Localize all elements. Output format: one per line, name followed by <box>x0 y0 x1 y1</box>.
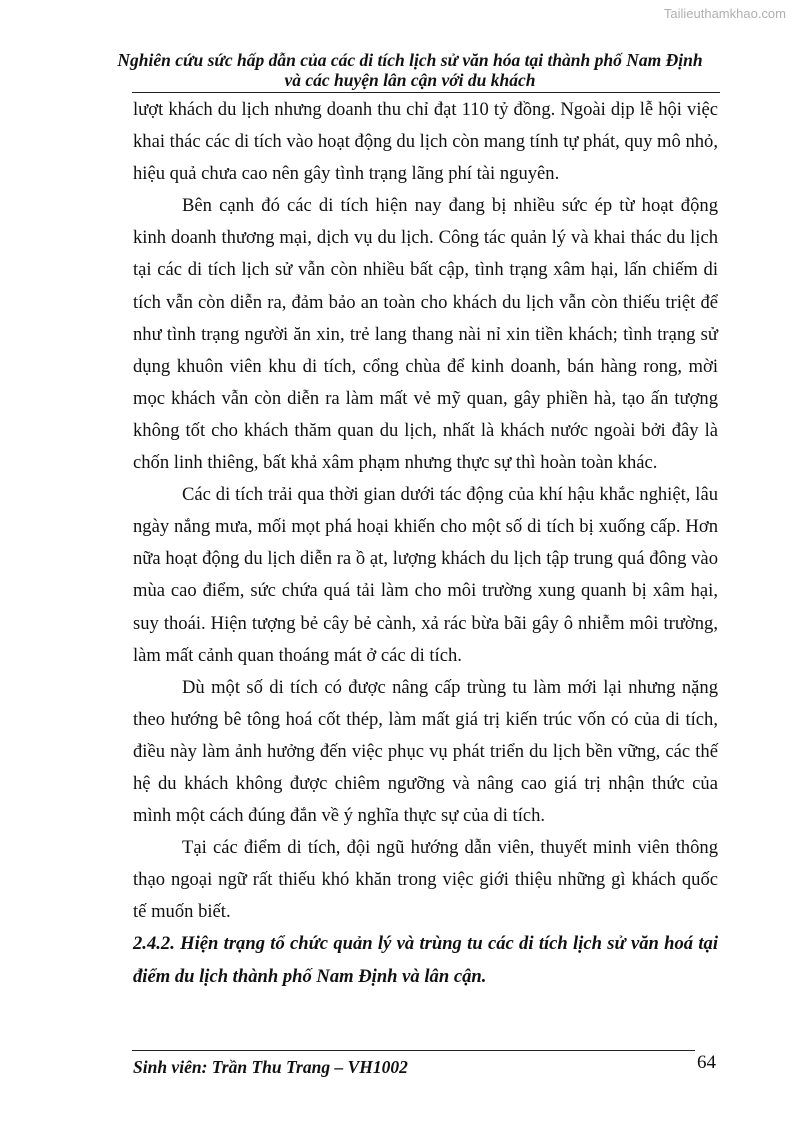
watermark: Tailieuthamkhao.com <box>663 6 786 21</box>
footer-student: Sinh viên: Trần Thu Trang – VH1002 <box>133 1057 408 1077</box>
paragraph-continued: lượt khách du lịch nhưng doanh thu chỉ đạt 110 tỷ đồng. Ngoài dịp lễ hội việc khai thác các di tích vào hoạt động du lịch còn mang tính tự phát, quy mô nhỏ, hiệu quả chưa cao nên gây tình trạng lãng phí tài nguyên. <box>133 99 718 185</box>
header-divider <box>132 92 720 93</box>
document-body <box>133 94 718 993</box>
section-heading: 2.4.2. Hiện trạng tổ chức quản lý và trùng tu các di tích lịch sử văn hoá tại điểm du lịch thành phố Nam Định và lân cận. <box>133 933 718 987</box>
page-header-title: Nghiên cứu sức hấp dẫn của các di tích lịch sử văn hóa tại thành phố Nam Định và các huyện lân cận với du khách <box>117 50 703 90</box>
paragraph-restoration: Dù một số di tích có được nâng cấp trùng tu làm mới lại nhưng nặng theo hướng bê tông hoá cốt thép, làm mất giá trị kiến trúc vốn có của di tích, điều này làm ảnh hưởng đến việc phục vụ phát triển du lịch bền vững, các thế hệ du khách không được chiêm ngưỡng và nâng cao giá trị nhận thức của mình một cách đúng đắn về ý nghĩa thực sự của di tích. <box>133 676 718 827</box>
page-number: 64 <box>697 1052 716 1073</box>
paragraph-degradation: Các di tích trải qua thời gian dưới tác động của khí hậu khắc nghiệt, lâu ngày nắng mưa, mối mọt phá hoại khiến cho một số di tích bị xuống cấp. Hơn nữa hoạt động du lịch diễn ra ồ ạt, lượng khách du lịch tập trung quá đông vào mùa cao điểm, sức chứa quá tải làm cho môi trường xung quanh bị xâm hại, suy thoái. Hiện tượng bẻ cây bẻ cành, xả rác bừa bãi gây ô nhiễm môi trường, làm mất cảnh quan thoáng mát ở các di tích. <box>133 484 718 666</box>
footer-divider <box>132 1050 695 1051</box>
paragraph-guides: Tại các điểm di tích, đội ngũ hướng dẫn viên, thuyết minh viên thông thạo ngoại ngữ rất thiếu khó khăn trong việc giới thiệu những gì khách quốc tế muốn biết. <box>133 837 718 923</box>
paragraph-commercial-pressure: Bên cạnh đó các di tích hiện nay đang bị nhiều sức ép từ hoạt động kinh doanh thương mại, dịch vụ du lịch. Công tác quản lý và khai thác du lịch tại các di tích lịch sử vẫn còn nhiều bất cập, tình trạng xâm hại, lấn chiếm di tích vẫn còn diễn ra, đảm bảo an toàn cho khách du lịch vẫn còn thiếu triệt để như tình trạng người ăn xin, trẻ lang thang nài nỉ xin tiền khách; tình trạng sử dụng khuôn viên khu di tích, cổng chùa để kinh doanh, bán hàng rong, mời mọc khách vẫn còn diễn ra làm mất vẻ mỹ quan, gây phiền hà, tạo ấn tượng không tốt cho khách thăm quan du lịch, nhất là khách nước ngoài bởi đây là chốn linh thiêng, bất khả xâm phạm nhưng thực sự thì hoàn toàn khác. <box>133 195 718 474</box>
